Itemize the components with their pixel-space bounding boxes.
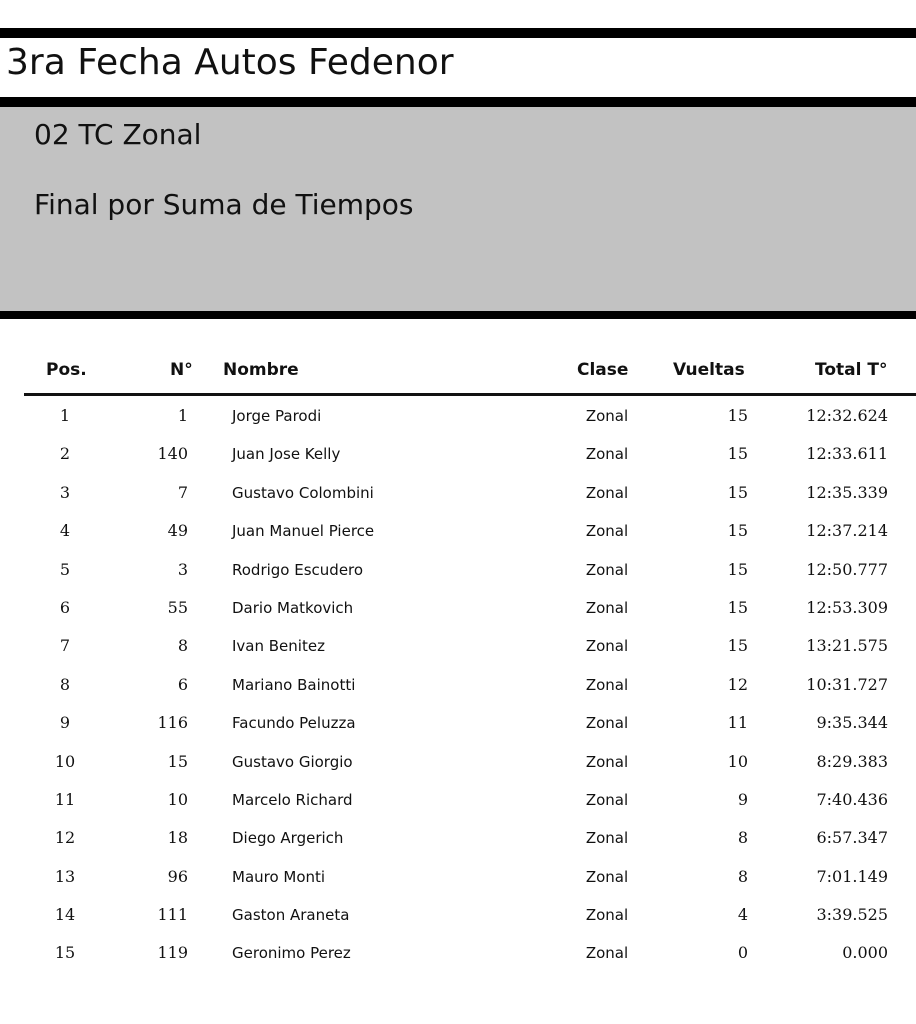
cell-vueltas: 15 (727, 444, 748, 464)
cell-clase: Zonal (585, 598, 629, 617)
cell-name: Rodrigo Escudero (232, 560, 364, 579)
cell-total: 10:31.727 (806, 674, 888, 694)
table-row (0, 937, 916, 975)
cell-vueltas: 9 (737, 789, 748, 809)
table-row (0, 515, 916, 553)
cell-pos: 8 (59, 674, 71, 694)
cell-name: Gustavo Giorgio (232, 752, 353, 771)
cell-num: 18 (167, 828, 188, 848)
cell-vueltas: 15 (727, 521, 748, 541)
cell-clase: Zonal (585, 867, 629, 886)
table-row (0, 707, 916, 745)
cell-vueltas: 4 (737, 905, 748, 925)
cell-name: Geronimo Perez (232, 944, 351, 963)
cell-num: 7 (177, 482, 188, 502)
cell-num: 55 (167, 597, 188, 617)
cell-pos: 10 (54, 751, 76, 771)
cell-pos: 11 (54, 789, 76, 809)
cell-name: Mariano Bainotti (232, 675, 356, 694)
cell-vueltas: 12 (727, 674, 748, 694)
cell-clase: Zonal (585, 790, 629, 809)
cell-name: Diego Argerich (232, 829, 344, 848)
cell-clase: Zonal (585, 675, 629, 694)
table-row (0, 746, 916, 784)
col-header-num: N° (170, 360, 193, 380)
col-header-pos: Pos. (46, 360, 87, 380)
table-row (0, 861, 916, 899)
cell-num: 111 (157, 905, 188, 925)
cell-total: 7:40.436 (816, 789, 888, 809)
cell-clase: Zonal (585, 445, 629, 464)
table-row (0, 822, 916, 860)
cell-clase: Zonal (585, 560, 629, 579)
table-row (0, 554, 916, 592)
cell-pos: 15 (54, 943, 76, 963)
col-header-name: Nombre (223, 360, 299, 380)
col-header-vueltas: Vueltas (673, 360, 745, 380)
table-row (0, 477, 916, 515)
cell-pos: 12 (54, 828, 76, 848)
cell-vueltas: 15 (727, 559, 748, 579)
cell-num: 49 (167, 521, 188, 541)
cell-vueltas: 15 (727, 636, 748, 656)
cell-vueltas: 11 (727, 713, 748, 733)
cell-clase: Zonal (585, 407, 629, 425)
table-row (0, 400, 916, 438)
cell-pos: 13 (54, 866, 76, 886)
cell-num: 6 (177, 674, 188, 694)
cell-pos: 3 (59, 482, 71, 502)
cell-num: 10 (167, 789, 188, 809)
cell-name: Juan Jose Kelly (232, 445, 341, 464)
cell-name: Juan Manuel Pierce (232, 522, 375, 541)
cell-clase: Zonal (585, 483, 629, 502)
cell-clase: Zonal (585, 637, 629, 656)
table-row (0, 630, 916, 668)
header-rule (24, 393, 916, 396)
cell-total: 7:01.149 (816, 866, 888, 886)
cell-num: 116 (157, 713, 188, 733)
cell-total: 12:50.777 (806, 559, 888, 579)
cell-vueltas: 15 (727, 406, 748, 425)
cell-clase: Zonal (585, 829, 629, 848)
cell-name: Mauro Monti (232, 867, 326, 886)
cell-total: 12:32.624 (806, 406, 888, 425)
cell-pos: 6 (59, 597, 71, 617)
cell-vueltas: 15 (727, 482, 748, 502)
panel-rule (0, 311, 916, 319)
cell-pos: 4 (59, 521, 71, 541)
cell-num: 15 (167, 751, 188, 771)
cell-vueltas: 8 (737, 866, 748, 886)
table-row (0, 438, 916, 476)
cell-num: 3 (177, 559, 188, 579)
cell-num: 96 (167, 866, 188, 886)
category-label: 02 TC Zonal (34, 118, 202, 151)
cell-total: 12:35.339 (806, 482, 888, 502)
title-rule (0, 97, 916, 107)
cell-total: 12:33.611 (806, 444, 888, 464)
cell-vueltas: 8 (737, 828, 748, 848)
cell-total: 8:29.383 (816, 751, 888, 771)
cell-pos: 14 (54, 905, 76, 925)
col-header-total: Total T° (815, 360, 888, 380)
cell-num: 8 (177, 636, 188, 656)
cell-total: 3:39.525 (816, 905, 888, 925)
cell-pos: 5 (59, 559, 71, 579)
cell-pos: 7 (59, 636, 71, 656)
top-rule (0, 28, 916, 38)
cell-name: Gaston Araneta (232, 906, 350, 925)
cell-clase: Zonal (585, 522, 629, 541)
cell-clase: Zonal (585, 906, 629, 925)
cell-vueltas: 15 (727, 597, 748, 617)
results-rows (0, 400, 916, 976)
cell-name: Facundo Peluzza (232, 714, 356, 733)
table-row (0, 669, 916, 707)
cell-name: Gustavo Colombini (232, 483, 374, 502)
cell-name: Jorge Parodi (232, 407, 322, 425)
cell-total: 13:21.575 (806, 636, 888, 656)
cell-name: Ivan Benitez (232, 637, 325, 656)
event-title: 3ra Fecha Autos Fedenor (6, 42, 454, 83)
col-header-clase: Clase (577, 360, 629, 380)
cell-name: Marcelo Richard (232, 790, 353, 809)
cell-clase: Zonal (585, 752, 629, 771)
cell-pos: 9 (59, 713, 71, 733)
cell-total: 12:37.214 (806, 521, 888, 541)
cell-vueltas: 10 (727, 751, 748, 771)
cell-num: 1 (177, 406, 188, 425)
cell-pos: 1 (59, 406, 71, 425)
table-row (0, 592, 916, 630)
cell-total: 9:35.344 (816, 713, 888, 733)
cell-name: Dario Matkovich (232, 598, 354, 617)
cell-total: 12:53.309 (806, 597, 888, 617)
cell-num: 119 (157, 943, 188, 963)
table-row (0, 899, 916, 937)
cell-clase: Zonal (585, 714, 629, 733)
cell-num: 140 (157, 444, 188, 464)
cell-clase: Zonal (585, 944, 629, 963)
cell-vueltas: 0 (737, 943, 748, 963)
cell-pos: 2 (59, 444, 71, 464)
table-row (0, 784, 916, 822)
cell-total: 6:57.347 (816, 828, 888, 848)
cell-total: 0.000 (842, 943, 888, 963)
session-label: Final por Suma de Tiempos (34, 188, 414, 221)
